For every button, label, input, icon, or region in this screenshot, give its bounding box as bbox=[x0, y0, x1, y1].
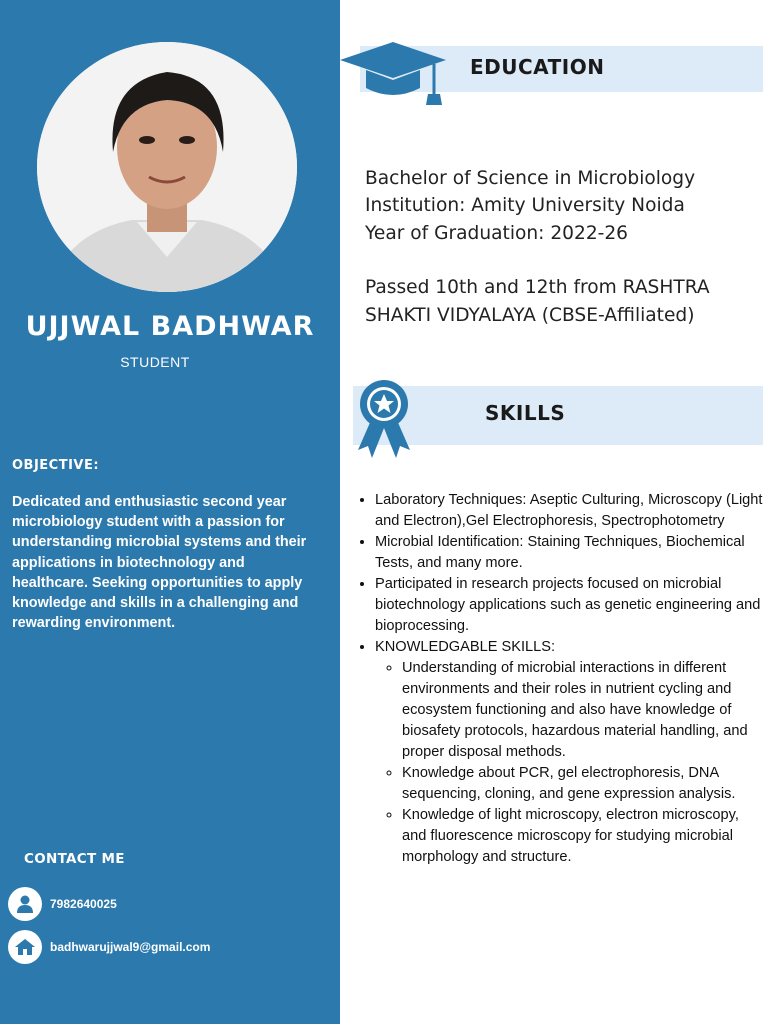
person-icon bbox=[8, 887, 42, 921]
skill-subitem: ◦ Knowledge of light microscopy, electron microscopy, and fluorescence microscopy for studying microbial morphology and structure. bbox=[402, 805, 765, 868]
skills-heading: SKILLS bbox=[485, 401, 566, 425]
contact-email-row bbox=[8, 930, 210, 964]
skill-item: • Microbial Identification: Staining Techniques, Biochemical Tests, and many more. bbox=[375, 532, 765, 574]
education-line: Year of Graduation: 2022-26 bbox=[365, 222, 629, 244]
skills-list bbox=[355, 490, 765, 868]
profile-role: STUDENT bbox=[120, 354, 190, 370]
education-line: SHAKTI VIDYALAYA (CBSE-Affiliated) bbox=[365, 304, 695, 326]
education-line: Institution: Amity University Noida bbox=[365, 195, 685, 217]
objective-heading: OBJECTIVE: bbox=[12, 458, 100, 473]
graduation-cap-icon bbox=[338, 38, 448, 113]
objective-text: Dedicated and enthusiastic second year microbiology student with a passion for understanding microbial systems and their applications in biotechnology and healthcare. Seeking opportunities to apply knowledge and skills in a challenging and rewarding environment. bbox=[12, 494, 307, 632]
skill-item bbox=[375, 637, 765, 868]
education-line: Bachelor of Science in Microbiology bbox=[365, 168, 696, 189]
sidebar bbox=[0, 0, 340, 1024]
skill-item: • Participated in research projects focused on microbial biotechnology applications such as genetic engineering and bioprocessing. bbox=[375, 574, 765, 637]
contact-phone-row bbox=[8, 887, 117, 921]
contact-heading: CONTACT ME bbox=[24, 851, 125, 867]
education-details bbox=[365, 165, 760, 329]
skill-item: • Laboratory Techniques: Aseptic Culturing, Microscopy (Light and Electron),Gel Electrophoresis, Spectrophotometry bbox=[375, 490, 765, 532]
contact-email[interactable]: badhwarujjwal9@gmail.com bbox=[50, 940, 211, 954]
skill-item-label: KNOWLEDGABLE SKILLS: bbox=[375, 639, 556, 655]
profile-name: UJJWAL BADHWAR bbox=[25, 311, 315, 342]
award-ribbon-icon bbox=[354, 378, 414, 465]
profile-photo bbox=[37, 42, 297, 292]
education-heading: EDUCATION bbox=[470, 55, 605, 79]
contact-phone[interactable]: 7982640025 bbox=[50, 897, 117, 911]
home-icon bbox=[8, 930, 42, 964]
education-line: Passed 10th and 12th from RASHTRA bbox=[365, 277, 710, 299]
skill-subitem: ◦ Knowledge about PCR, gel electrophoresis, DNA sequencing, cloning, and gene expression analysis. bbox=[402, 763, 765, 805]
skill-subitem: ◦ Understanding of microbial interactions in different environments and their roles in nutrient cycling and ecosystem functioning and also have knowledge of biosafety protocols, hazardous material handling, and proper disposal methods. bbox=[402, 658, 765, 763]
